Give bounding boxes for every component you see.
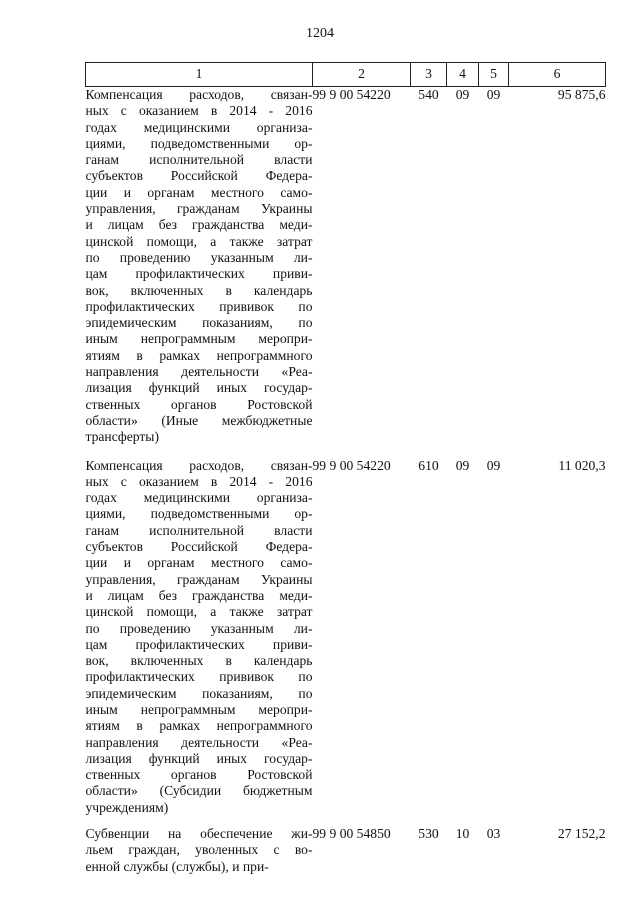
row-expense-type: 610 <box>418 457 439 473</box>
description-line: цинской помощи, а также затрат <box>85 604 313 620</box>
row-code: 99 9 00 54220 <box>312 87 391 102</box>
description-line: вок, включенных в календарь <box>85 282 313 298</box>
row-expense-type: 540 <box>418 87 439 102</box>
row-description <box>86 826 313 875</box>
description-line: эпидемическим показаниям, по <box>85 685 313 701</box>
description-line: по проведению указанным ли- <box>85 249 313 265</box>
row-expense-type: 530 <box>418 826 439 842</box>
budget-table-container <box>85 62 605 875</box>
table-row <box>86 87 606 458</box>
description-line: управления, гражданам Украины <box>85 571 313 587</box>
description-line: циями, подведомственными ор- <box>85 135 313 151</box>
description-line: годах медицинскими организа- <box>85 490 313 506</box>
row-amount: 95 875,6 <box>557 87 606 102</box>
description-line: цам профилактических приви- <box>85 266 313 282</box>
description-line: лизация функций иных государ- <box>85 380 313 396</box>
description-line: ных с оказанием в 2014 - 2016 <box>85 103 313 119</box>
row-section: 09 <box>455 457 470 473</box>
column-header-4: 4 <box>447 63 479 87</box>
description-line: области» (Иные межбюджетные <box>85 412 313 428</box>
row-amount: 11 020,3 <box>558 457 606 473</box>
description-line: иным непрограммным меропри- <box>85 331 313 347</box>
description-line: вок, включенных в календарь <box>85 653 313 669</box>
description-line: Компенсация расходов, связан- <box>85 457 313 473</box>
column-number-row <box>86 63 606 87</box>
description-line: льем граждан, уволенных с во- <box>85 842 313 858</box>
description-line: ственных органов Ростовской <box>85 396 313 412</box>
description-line: лизация функций иных государ- <box>85 750 313 766</box>
description-line: енной службы (службы), и при- <box>85 858 269 874</box>
row-description <box>86 87 313 458</box>
description-line: Субвенции на обеспечение жи- <box>85 826 313 842</box>
description-line: Компенсация расходов, связан- <box>85 87 313 102</box>
row-amount: 27 152,2 <box>557 826 606 842</box>
description-line: и лицам без гражданства меди- <box>85 217 313 233</box>
row-subsection: 09 <box>486 87 501 102</box>
description-line: направления деятельности «Реа- <box>85 364 313 380</box>
description-line: субъектов Российской Федера- <box>85 168 313 184</box>
table-row <box>86 826 606 875</box>
column-header-2: 2 <box>313 63 411 87</box>
column-header-3: 3 <box>411 63 447 87</box>
description-line: ганам исполнительной власти <box>85 152 313 168</box>
description-line: ции и органам местного само- <box>85 555 313 571</box>
description-line: цам профилактических приви- <box>85 636 313 652</box>
description-line: ятиям в рамках непрограммного <box>85 347 313 363</box>
row-code: 99 9 00 54220 <box>312 457 391 473</box>
column-header-5: 5 <box>479 63 509 87</box>
description-line: трансферты) <box>85 429 159 445</box>
description-line: области» (Субсидии бюджетным <box>85 783 313 799</box>
description-line: ственных органов Ростовской <box>85 767 313 783</box>
row-subsection: 09 <box>486 457 501 473</box>
description-line: и лицам без гражданства меди- <box>85 587 313 603</box>
description-line: управления, гражданам Украины <box>85 201 313 217</box>
column-header-1: 1 <box>86 63 313 87</box>
column-header-6: 6 <box>509 63 606 87</box>
row-subsection: 03 <box>486 826 501 842</box>
description-line: годах медицинскими организа- <box>85 119 313 135</box>
row-section: 09 <box>455 87 470 102</box>
description-line: ятиям в рамках непрограммного <box>85 718 313 734</box>
description-line: учреждениям) <box>85 799 169 815</box>
page-number: 1204 <box>306 26 334 41</box>
description-line: по проведению указанным ли- <box>85 620 313 636</box>
description-line: ции и органам местного само- <box>85 184 313 200</box>
description-line: эпидемическим показаниям, по <box>85 315 313 331</box>
description-line: цинской помощи, а также затрат <box>85 233 313 249</box>
table-row <box>86 458 606 827</box>
row-section: 10 <box>455 826 470 842</box>
description-line: ных с оказанием в 2014 - 2016 <box>85 473 313 489</box>
description-line: циями, подведомственными ор- <box>85 506 313 522</box>
description-line: профилактических прививок по <box>85 298 313 314</box>
row-code: 99 9 00 54850 <box>312 826 391 842</box>
budget-table <box>85 62 606 875</box>
description-line: иным непрограммным меропри- <box>85 701 313 717</box>
description-line: ганам исполнительной власти <box>85 522 313 538</box>
description-line: профилактических прививок по <box>85 669 313 685</box>
description-line: субъектов Российской Федера- <box>85 539 313 555</box>
description-line: направления деятельности «Реа- <box>85 734 313 750</box>
row-description <box>86 458 313 827</box>
